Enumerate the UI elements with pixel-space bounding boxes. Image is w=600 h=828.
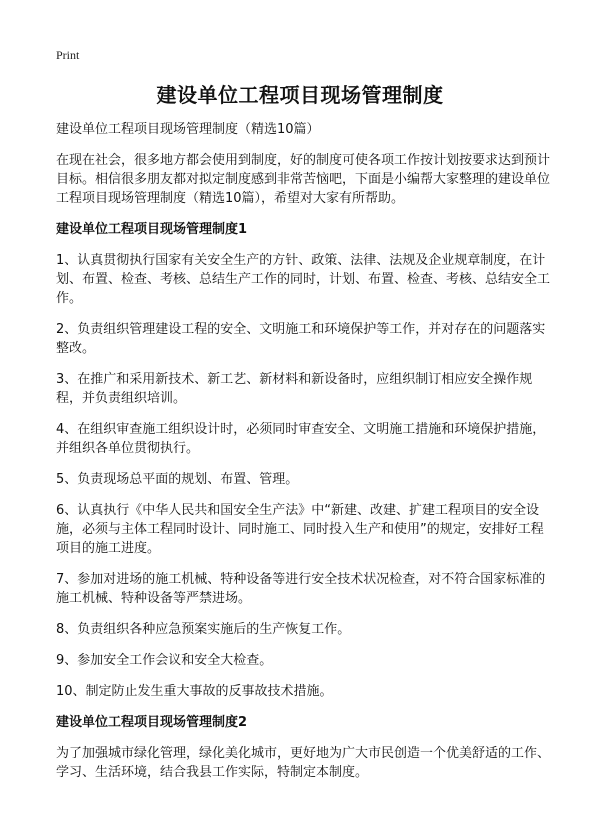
list-item: 5、负责现场总平面的规划、布置、管理。 (56, 472, 299, 487)
list-item: 6、认真执行《中华人民共和国安全生产法》中“新建、改建、扩建工程项目的安全设施，必须与主体工程同时设计、同时施工、同时投入生产和使用”的规定，安排好工程项目的施工进度。 (56, 503, 544, 556)
section-heading-2: 建设单位工程项目现场管理制度2 (56, 715, 248, 730)
list-item: 10、制定防止发生重大事故的反事故技术措施。 (56, 684, 333, 699)
document-title: 建设单位工程项目现场管理制度 (156, 83, 444, 107)
list-item: 1、认真贯彻执行国家有关安全生产的方针、政策、法律、法规及企业规章制度，在计划、布置、检查、考核、总结生产工作的同时，计划、布置、检查、考核、总结安全工作。 (56, 253, 551, 306)
list-item: 9、参加安全工作会议和安全大检查。 (56, 653, 273, 668)
section-heading-1: 建设单位工程项目现场管理制度1 (56, 222, 248, 237)
list-item: 3、在推广和采用新技术、新工艺、新材料和新设备时，应组织制订相应安全操作规程，并负责组织培训。 (56, 372, 533, 406)
document-body (56, 120, 552, 794)
document-subtitle: 建设单位工程项目现场管理制度（精选10篇） (56, 122, 320, 137)
intro-paragraph: 在现在社会，很多地方都会使用到制度，好的制度可使各项工作按计划按要求达到预计目标。相信很多朋友都对拟定制度感到非常苦恼吧，下面是小编帮大家整理的建设单位工程项目现场管理制度（精选10篇），希望对大家有所帮助。 (56, 153, 551, 206)
list-item: 4、在组织审查施工组织设计时，必须同时审查安全、文明施工措施和环境保护措施，并组织各单位贯彻执行。 (56, 422, 546, 456)
list-item: 2、负责组织管理建设工程的安全、文明施工和环境保护等工作，并对存在的问题落实整改。 (56, 322, 546, 356)
section2-paragraph: 为了加强城市绿化管理，绿化美化城市，更好地为广大市民创造一个优美舒适的工作、学习、生活环境，结合我县工作实际，特制定本制度。 (56, 746, 551, 780)
list-item: 8、负责组织各种应急预案实施后的生产恢复工作。 (56, 622, 351, 637)
list-item: 7、参加对进场的施工机械、特种设备等进行安全技术状况检查，对不符合国家标准的施工机械、特种设备等严禁进场。 (56, 572, 546, 606)
print-link[interactable]: Print (56, 48, 80, 62)
